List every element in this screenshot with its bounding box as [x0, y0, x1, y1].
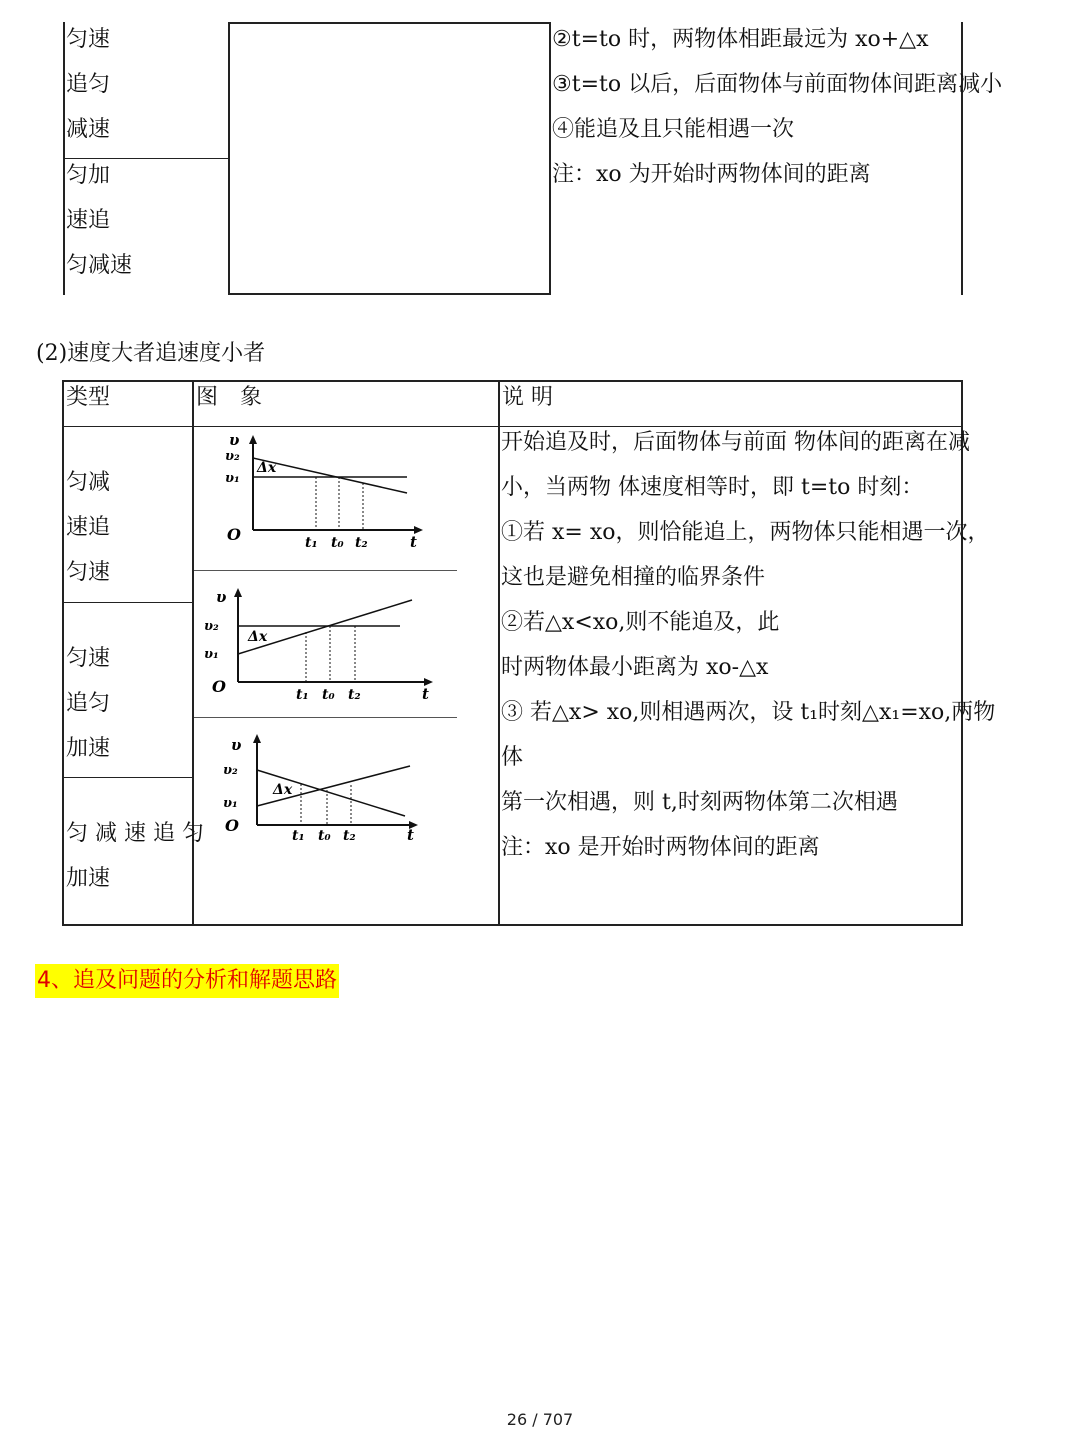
section-title: (2)速度大者追速度小者: [36, 341, 266, 366]
graph-decel-chase-uniform: [215, 430, 435, 555]
svg-text:t₁: t₁: [292, 828, 305, 844]
page-number: 26 / 707: [506, 1410, 574, 1429]
svg-text:υ₂: υ₂: [225, 449, 240, 464]
svg-text:t₀: t₀: [322, 687, 335, 703]
type-row-3: 匀 减 速 追 匀 加速: [66, 821, 204, 891]
section-heading-4: 4、追及问题的分析和解题思路: [35, 964, 339, 998]
line-accel: [238, 600, 412, 654]
svg-text:t₂: t₂: [355, 535, 368, 551]
svg-text:υ₂: υ₂: [223, 763, 238, 778]
svg-text:Δx: Δx: [257, 460, 277, 476]
svg-text:O: O: [225, 816, 239, 835]
svg-text:t₁: t₁: [296, 687, 309, 703]
graph-decel-chase-accel: [215, 728, 435, 853]
svg-text:υ₁: υ₁: [204, 647, 219, 662]
svg-text:Δx: Δx: [248, 629, 268, 645]
header-graph: 图 象: [196, 385, 263, 410]
type-row-1: 匀减 速追 匀速: [66, 470, 111, 585]
header-desc: 说 明: [502, 385, 553, 410]
description-text: 开始追及时，后面物体与前面 物体间的距离在减 小，当两物 体速度相等时，即 t=to 时刻： ①若 x= xo，则恰能追上，两物体只能相遇一次， 这也是避免相撞的临界条件 ②若△x<xo,则不能追及，此 时两物体最小距离为 xo-△x ③ 若△x> xo,则相遇两次，设 t₁时刻△x₁=xo,两物 体 第一次相遇，则 t,时刻两物体第二次相遇 注：xo 是开始时两物体间的距离: [501, 430, 996, 860]
type-row-2: 匀速 追匀 加速: [66, 646, 111, 761]
svg-text:υ: υ: [231, 736, 242, 754]
top-type-cell-2: 匀加 速追 匀减速: [66, 163, 133, 278]
svg-text:t: t: [407, 826, 414, 844]
svg-text:O: O: [227, 525, 241, 544]
svg-text:υ: υ: [216, 588, 227, 606]
top-type-cell-1: 匀速 追匀 减速: [66, 27, 111, 142]
svg-text:υ₁: υ₁: [225, 471, 240, 486]
graph-uniform-chase-accel: [200, 582, 445, 707]
svg-text:t₂: t₂: [343, 828, 356, 844]
svg-text:Δx: Δx: [273, 782, 293, 798]
header-type: 类型: [66, 385, 111, 410]
svg-text:t₀: t₀: [318, 828, 331, 844]
svg-text:t: t: [410, 533, 417, 551]
svg-text:υ₂: υ₂: [204, 619, 219, 634]
svg-text:t₁: t₁: [305, 535, 318, 551]
svg-text:υ₁: υ₁: [223, 796, 238, 811]
svg-text:υ: υ: [229, 431, 240, 449]
svg-text:t₀: t₀: [331, 535, 344, 551]
svg-text:O: O: [212, 677, 226, 696]
svg-text:t: t: [422, 685, 429, 703]
top-notes: ②t=to 时，两物体相距最远为 xo+△x ③t=to 以后，后面物体与前面物体间距离减小 ④能追及且只能相遇一次 注：xo 为开始时两物体间的距离: [552, 27, 1003, 187]
svg-text:t₂: t₂: [348, 687, 361, 703]
